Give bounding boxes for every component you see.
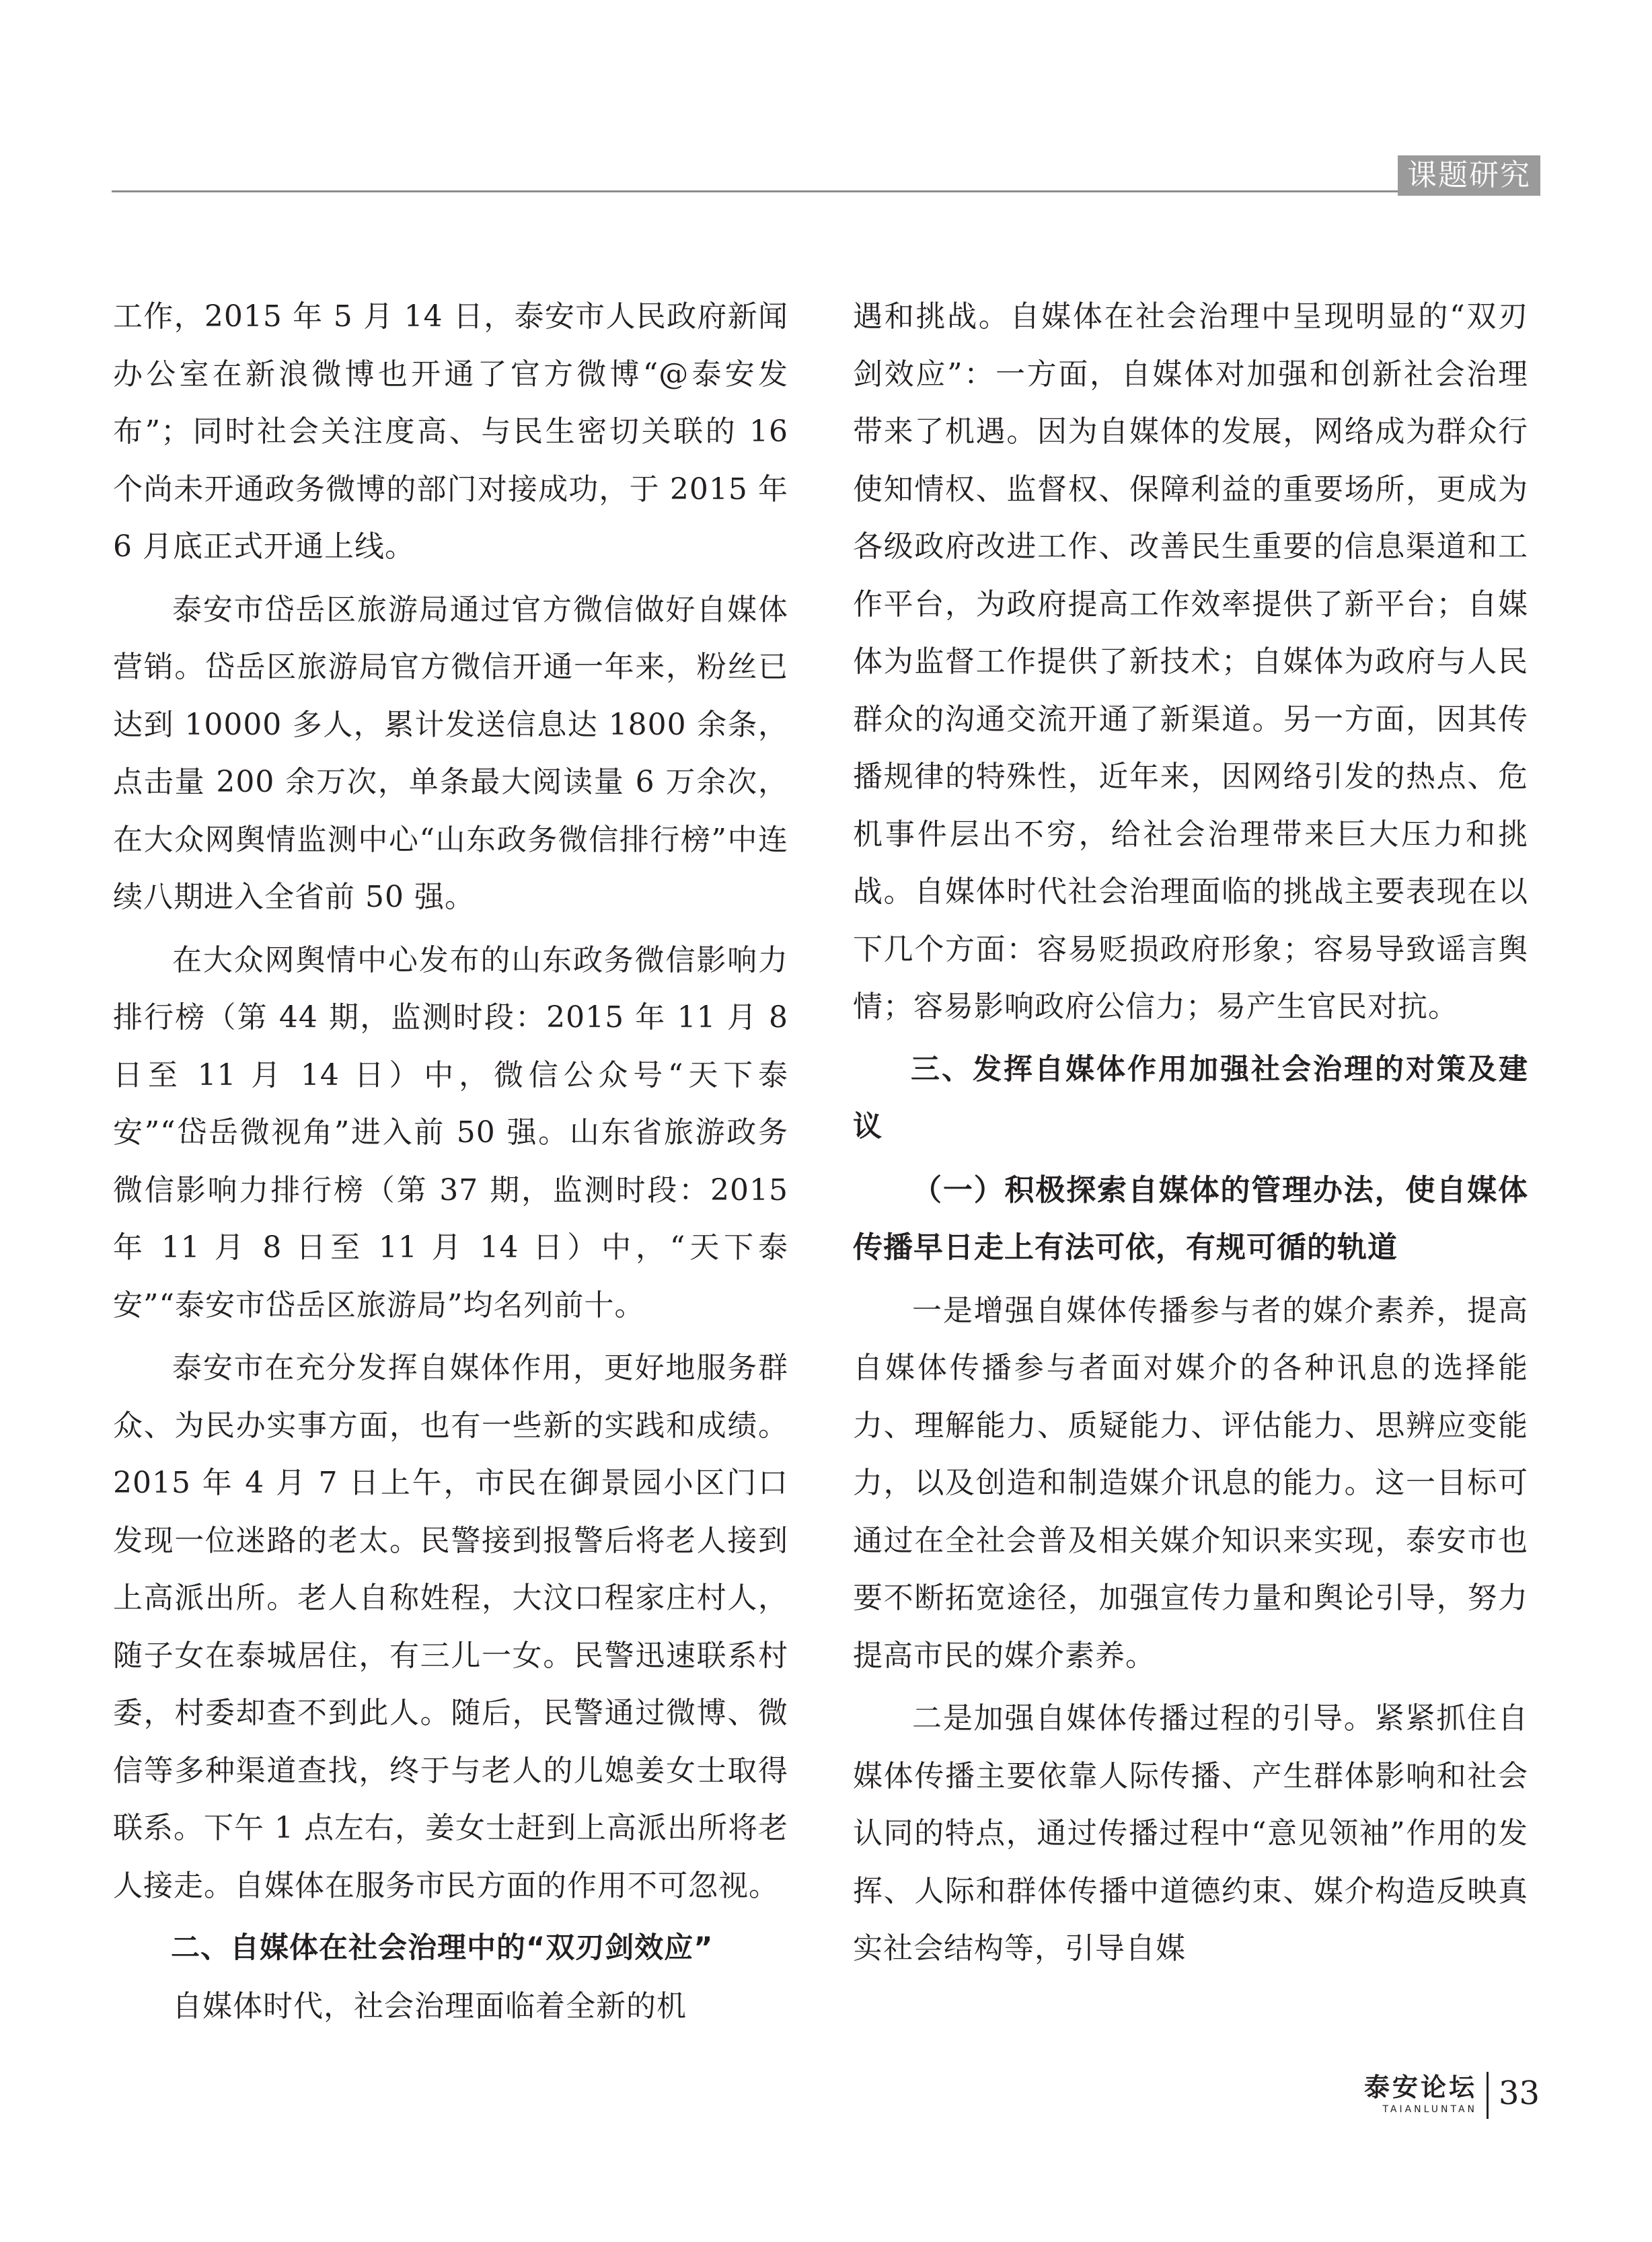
section-heading: 二、自媒体在社会治理中的“双刃剑效应” — [171, 1931, 714, 1965]
paragraph: 自媒体时代，社会治理面临着全新的机 — [172, 1988, 687, 2023]
footer-divider — [1487, 2072, 1489, 2119]
section-tag: 课题研究 — [1398, 155, 1540, 196]
subsection-heading: （一）积极探索自媒体的管理办法，使自媒体传播早日走上有法可依，有规可循的轨道 — [853, 1172, 1528, 1265]
paragraph: 在大众网舆情中心发布的山东政务微信影响力排行榜（第 44 期，监测时段：2015 年 11 月 8 日至 11 月 14 日）中，微信公众号“天下泰安”“岱岳微视角”进入前 50 强。山东省旅游政务微信影响力排行榜（第 37 期，监测时段：2015 年 11 月 8 日至 11 月 14 日）中，“天下泰安”“泰安市岱岳区旅游局”均名列前十。 — [113, 942, 788, 1322]
left-column — [113, 288, 788, 2035]
paragraph: 泰安市在充分发挥自媒体作用，更好地服务群众、为民办实事方面，也有一些新的实践和成绩。2015 年 4 月 7 日上午，市民在御景园小区门口发现一位迷路的老太。民警接到报警后将老人接到上高派出所。老人自称姓程，大汶口程家庄村人，随子女在泰城居住，有三儿一女。民警迅速联系村委，村委却查不到此人。随后，民警通过微博、微信等多种渠道查找，终于与老人的儿媳姜女士取得联系。下午 1 点左右，姜女士赶到上高派出所将老人接走。自媒体在服务市民方面的作用不可忽视。 — [113, 1351, 788, 1903]
footer-brand — [1329, 2072, 1477, 2116]
paragraph: 二是加强自媒体传播过程的引导。紧紧抓住自媒体传播主要依靠人际传播、产生群体影响和社会认同的特点，通过传播过程中“意见领袖”作用的发挥、人际和群体传播中道德约束、媒介构造反映真实社会结构等，引导自媒 — [853, 1701, 1528, 1966]
header-rule — [112, 190, 1485, 192]
brand-pinyin: TAIANLUNTAN — [1382, 2104, 1477, 2115]
right-column — [853, 288, 1528, 1978]
paragraph: 泰安市岱岳区旅游局通过官方微信做好自媒体营销。岱岳区旅游局官方微信开通一年来，粉丝已达到 10000 多人，累计发送信息达 1800 余条，点击量 200 余万次，单条最大阅读量 6 万余次，在大众网舆情监测中心“山东政务微信排行榜”中连续八期进入全省前 50 强。 — [113, 592, 788, 914]
paragraph: 工作，2015 年 5 月 14 日，泰安市人民政府新闻办公室在新浪微博也开通了官方微博“@泰安发布”；同时社会关注度高、与民生密切关联的 16 个尚未开通政务微博的部门对接成功，于 2015 年 6 月底正式开通上线。 — [113, 299, 788, 564]
section-heading: 三、发挥自媒体作用加强社会治理的对策及建议 — [853, 1052, 1528, 1144]
brand-name: 泰安论坛 — [1363, 2072, 1477, 2102]
paragraph: 一是增强自媒体传播参与者的媒介素养，提高自媒体传播参与者面对媒介的各种讯息的选择能力、理解能力、质疑能力、评估能力、思辨应变能力，以及创造和制造媒介讯息的能力。这一目标可通过在全社会普及相关媒介知识来实现，泰安市也要不断拓宽途径，加强宣传力量和舆论引导，努力提高市民的媒介素养。 — [853, 1293, 1528, 1673]
page-number: 33 — [1499, 2075, 1540, 2112]
paragraph: 遇和挑战。自媒体在社会治理中呈现明显的“双刃剑效应”：一方面，自媒体对加强和创新社会治理带来了机遇。因为自媒体的发展，网络成为群众行使知情权、监督权、保障利益的重要场所，更成为各级政府改进工作、改善民生重要的信息渠道和工作平台，为政府提高工作效率提供了新平台；自媒体为监督工作提供了新技术；自媒体为政府与人民群众的沟通交流开通了新渠道。另一方面，因其传播规律的特殊性，近年来，因网络引发的热点、危机事件层出不穷，给社会治理带来巨大压力和挑战。自媒体时代社会治理面临的挑战主要表现在以下几个方面：容易贬损政府形象；容易导致谣言舆情；容易影响政府公信力；易产生官民对抗。 — [853, 299, 1528, 1024]
